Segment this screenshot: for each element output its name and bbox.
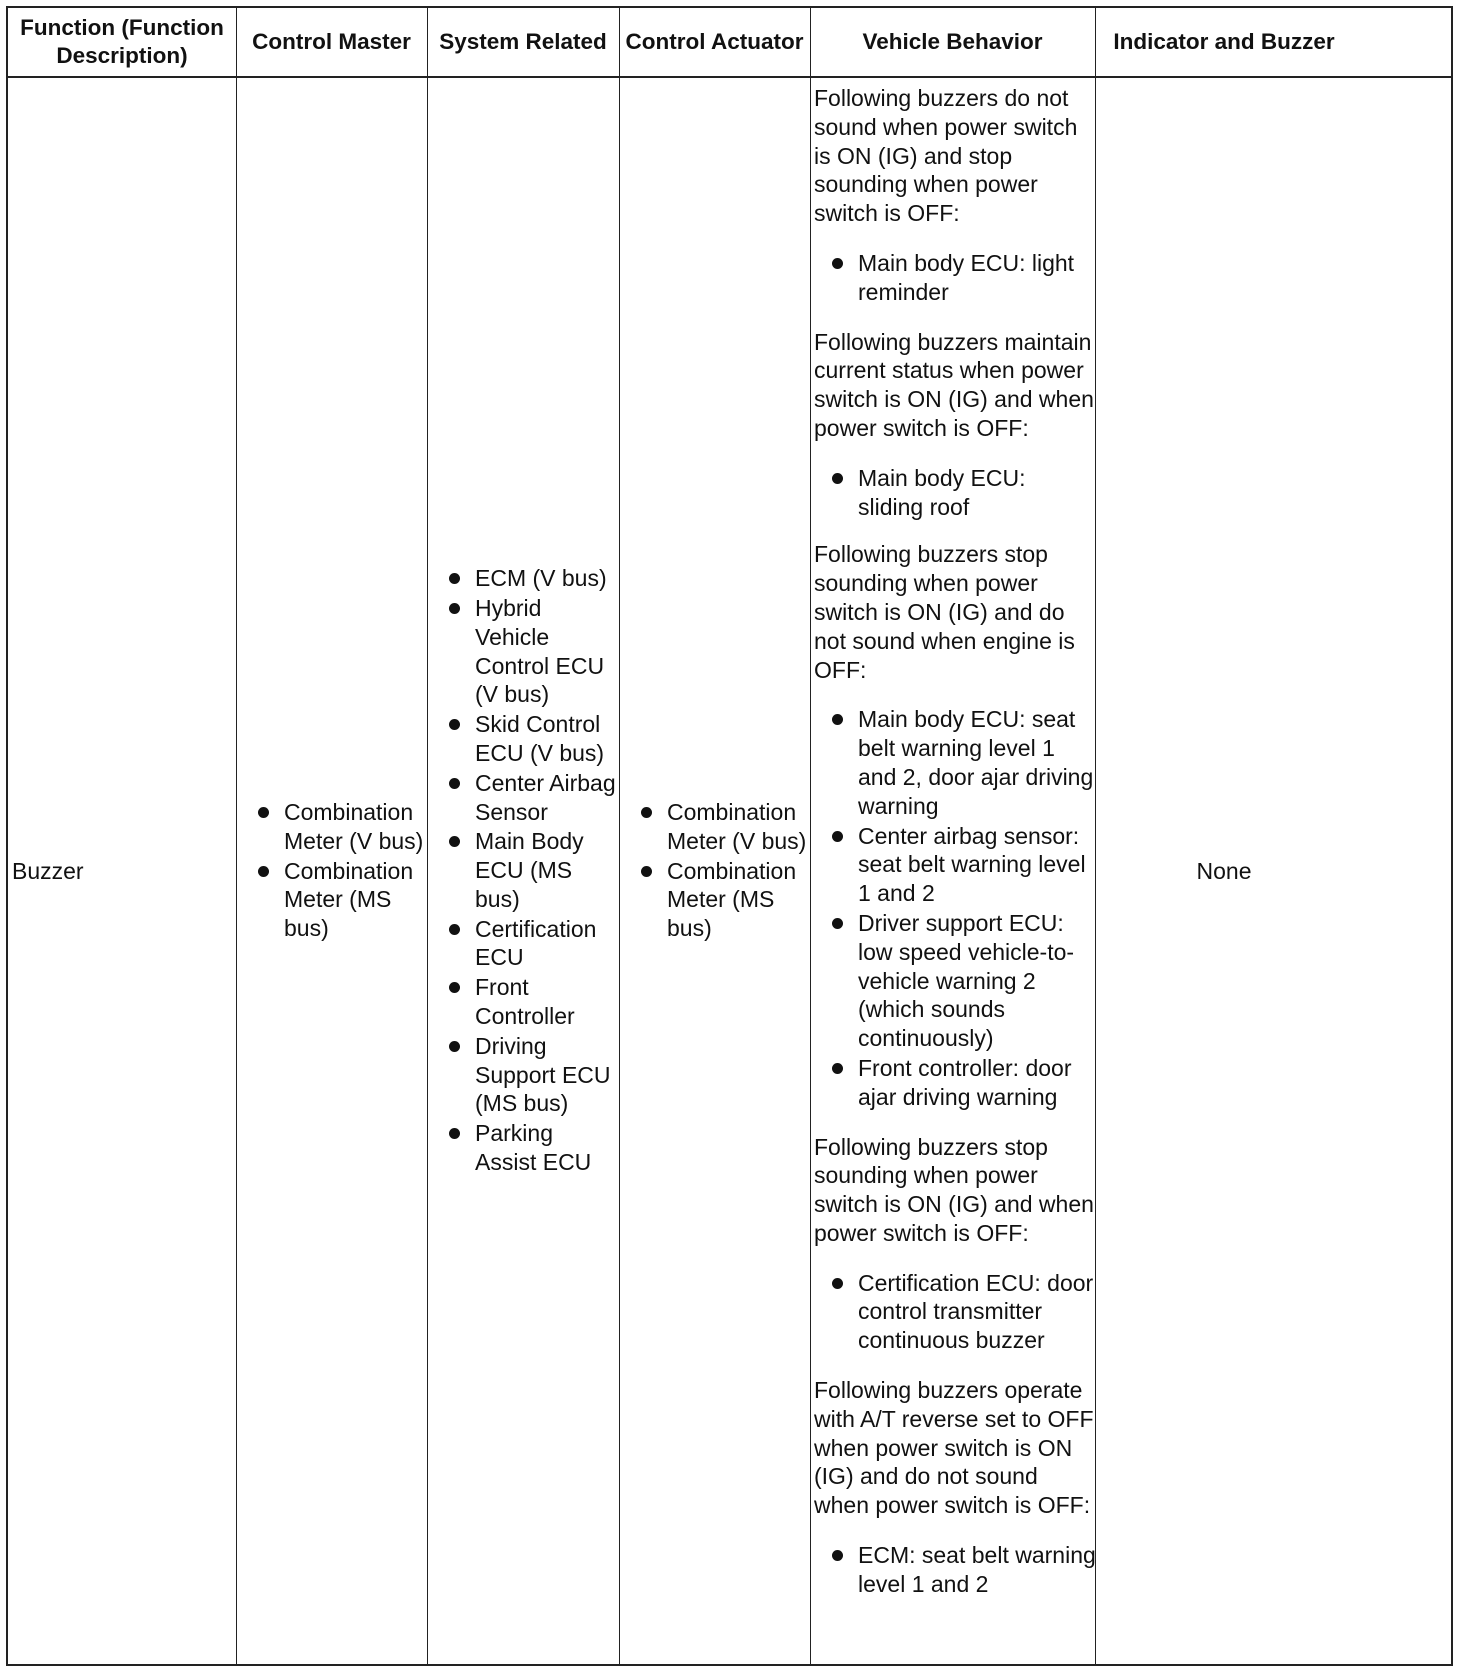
list-item: Combination Meter (MS bus) [667, 857, 808, 943]
list-item: Combination Meter (V bus) [284, 799, 424, 854]
list-item: Main body ECU: light reminder [858, 249, 1096, 307]
list-item: Main Body ECU (MS bus) [475, 827, 617, 913]
control-master-list [240, 798, 425, 944]
list-item: Hybrid Vehicle Control ECU (V bus) [475, 594, 617, 709]
function-name: Buzzer [12, 857, 84, 884]
list-item: Certification ECU: door control transmitter continuous buzzer [858, 1269, 1096, 1355]
list-item: Skid Control ECU (V bus) [475, 710, 617, 768]
column-divider [619, 8, 620, 1664]
list-item: ECM: seat belt warning level 1 and 2 [858, 1542, 1096, 1597]
list-item: Driving Support ECU (MS bus) [475, 1032, 617, 1118]
cell-function [12, 78, 232, 1664]
indicator-value: None [1196, 857, 1252, 884]
header-control-master: Control Master [252, 29, 411, 54]
list-item: Front controller: door ajar driving warning [858, 1054, 1096, 1112]
behavior-list [858, 1269, 1096, 1355]
column-divider [427, 8, 428, 1664]
list-item: Front Controller [475, 973, 617, 1031]
cell-vehicle-behavior [814, 78, 1096, 1664]
list-item: Combination Meter (V bus) [667, 799, 807, 854]
behavior-paragraph: Following buzzers operate with A/T reverse set to OFF when power switch is ON (IG) and do not sound when power switch is OFF: [814, 1377, 1094, 1519]
header-indicator-buzzer: Indicator and Buzzer [1113, 29, 1335, 54]
list-item: Main body ECU: sliding roof [858, 464, 1096, 522]
cell-indicator-buzzer [1095, 78, 1353, 1664]
behavior-paragraph: Following buzzers stop sounding when power switch is ON (IG) and when power switch is OFF: [814, 1133, 1094, 1246]
behavior-list [858, 464, 1096, 522]
column-divider [810, 8, 811, 1664]
list-item: ECM (V bus) [475, 564, 617, 593]
behavior-paragraph: Following buzzers do not sound when power switch is ON (IG) and stop sounding when power switch is OFF: [814, 85, 1078, 227]
list-item: Center airbag sensor: seat belt warning level 1 and 2 [858, 822, 1096, 908]
cell-system-related [431, 78, 617, 1664]
behavior-paragraph: Following buzzers maintain current status when power switch is ON (IG) and when power switch is OFF: [814, 328, 1094, 441]
header-vehicle-behavior: Vehicle Behavior [862, 29, 1043, 54]
column-divider [236, 8, 237, 1664]
control-actuator-list [623, 798, 808, 944]
behavior-list [858, 1541, 1096, 1599]
spec-table [6, 6, 1453, 1666]
cell-control-actuator [623, 78, 808, 1664]
list-item: Driver support ECU: low speed vehicle-to-vehicle warning 2 (which sounds continuously) [858, 909, 1096, 1053]
system-related-list [431, 564, 617, 1178]
behavior-paragraph: Following buzzers stop sounding when power switch is ON (IG) and do not sound when engine is OFF: [814, 541, 1075, 683]
list-item: Parking Assist ECU [475, 1119, 617, 1177]
behavior-list [858, 249, 1096, 307]
list-item: Main body ECU: seat belt warning level 1 and 2, door ajar driving warning [858, 705, 1096, 820]
header-function: Function (Function Description) [20, 15, 224, 68]
list-item: Certification ECU [475, 915, 617, 973]
header-system-related: System Related [439, 29, 607, 54]
list-item: Combination Meter (MS bus) [284, 857, 425, 943]
header-control-actuator: Control Actuator [625, 29, 804, 54]
cell-control-master [240, 78, 425, 1664]
list-item: Center Airbag Sensor [475, 769, 616, 825]
behavior-list [858, 705, 1096, 1111]
